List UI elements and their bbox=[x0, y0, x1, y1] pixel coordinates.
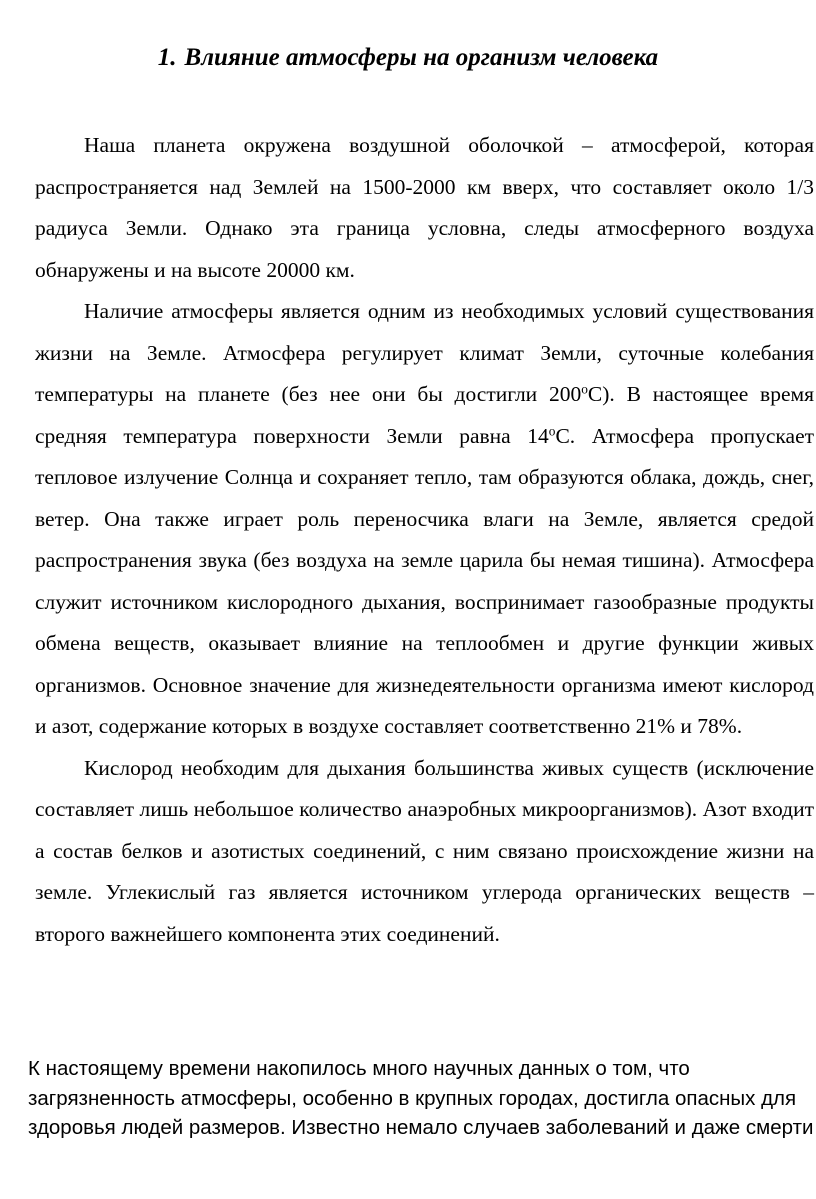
degree-superscript: о bbox=[548, 423, 556, 439]
main-text bbox=[35, 125, 814, 955]
heading-text: Влияние атмосферы на организм человека bbox=[184, 44, 659, 71]
page-title bbox=[0, 38, 816, 78]
paragraph-text-part1: Наличие атмосферы является одним из необходимых условий существования жизни на Земле. Атмосфера регулирует климат Земли, суточные колебания температуры на планете (без нее они бы достигли 200 bbox=[35, 299, 814, 406]
paragraph-text: Наша планета окружена воздушной оболочкой – атмосферой, которая распространяется над Землей на 1500-2000 км вверх, что составляет около 1/3 радиуса Земли. Однако эта граница условна, следы атмосферного воздуха обнаружены и на высоте 20000 км. bbox=[35, 133, 814, 282]
pollution-note bbox=[28, 1054, 816, 1143]
heading-number: 1. bbox=[157, 44, 177, 71]
note-text: К настоящему времени накопилось много научных данных о том, что загрязненность атмосферы, особенно в крупных городах, достигла опасных для здоровья людей размеров. Известно немало случаев заболеваний и даже смерти bbox=[28, 1057, 814, 1139]
paragraph-atmosphere-role bbox=[35, 291, 814, 748]
paragraph-text: Кислород необходим для дыхания большинства живых существ (исключение составляет лишь небольшое количество анаэробных микроорганизмов). Азот входит а состав белков и азотистых соединений, с ним связано происхождение жизни на земле. Углекислый газ является источником углерода органических веществ – второго важнейшего компонента этих соединений. bbox=[35, 755, 814, 946]
paragraph-oxygen-nitrogen bbox=[35, 748, 814, 956]
paragraph-atmosphere-intro bbox=[35, 125, 814, 291]
paragraph-text-part2: С). В настоящее время средняя температура поверхности Земли равна 14 bbox=[35, 382, 814, 448]
degree-superscript: о bbox=[581, 381, 588, 397]
paragraph-text-part3: С. Атмосфера пропускает тепловое излучение Солнца и сохраняет тепло, там образуются облака, дождь, снег, ветер. Она также играет роль переносчика влаги на Земле, является средой распространения звука (без воздуха на земле царила бы немая тишина). Атмосфера служит источником кислородного дыхания, воспринимает газообразные продукты обмена веществ, оказывает влияние на теплообмен и другие функции живых организмов. Основное значение для жизнедеятельности организма имеют кислород и азот, содержание которых в воздухе составляет соответственно 21% и 78%. bbox=[35, 423, 815, 738]
